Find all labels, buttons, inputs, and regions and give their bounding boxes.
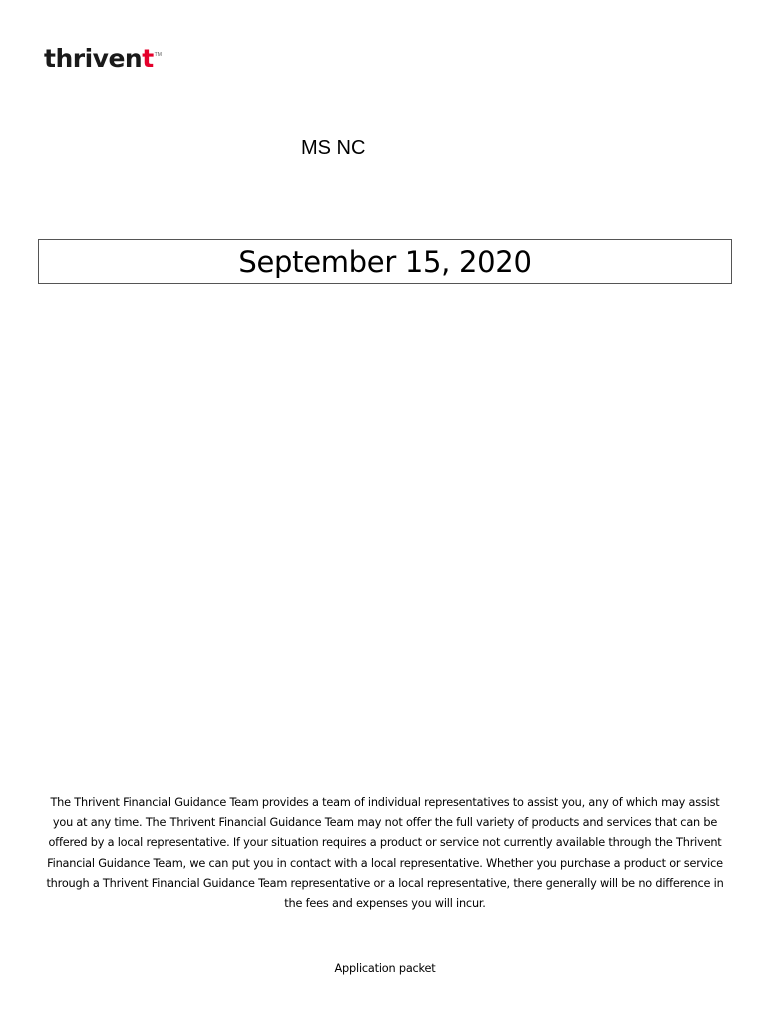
logo-wordmark-accent: t: [142, 44, 154, 73]
date-box: [38, 239, 732, 284]
logo-wordmark-main: thriven: [44, 44, 143, 73]
document-date: September 15, 2020: [238, 244, 532, 279]
state-label: MS NC: [301, 137, 366, 159]
footer-label: Application packet: [334, 962, 436, 975]
logo-wordmark: [44, 44, 154, 74]
logo-trademark: TM: [154, 52, 162, 58]
disclaimer-paragraph: The Thrivent Financial Guidance Team provides a team of individual representatives to assist you, any of which may assist you at any time. The Thrivent Financial Guidance Team may not offer the full variety of products and services that can be offered by a local representative. If your situation requires a product or service not currently available through the Thrivent Financial Guidance Team, we can put you in contact with a local representative. Whether you purchase a product or service through a Thrivent Financial Guidance Team representative or a local representative, there generally will be no difference in the fees and expenses you will incur.: [46, 796, 724, 911]
thrivent-logo: [44, 44, 162, 74]
